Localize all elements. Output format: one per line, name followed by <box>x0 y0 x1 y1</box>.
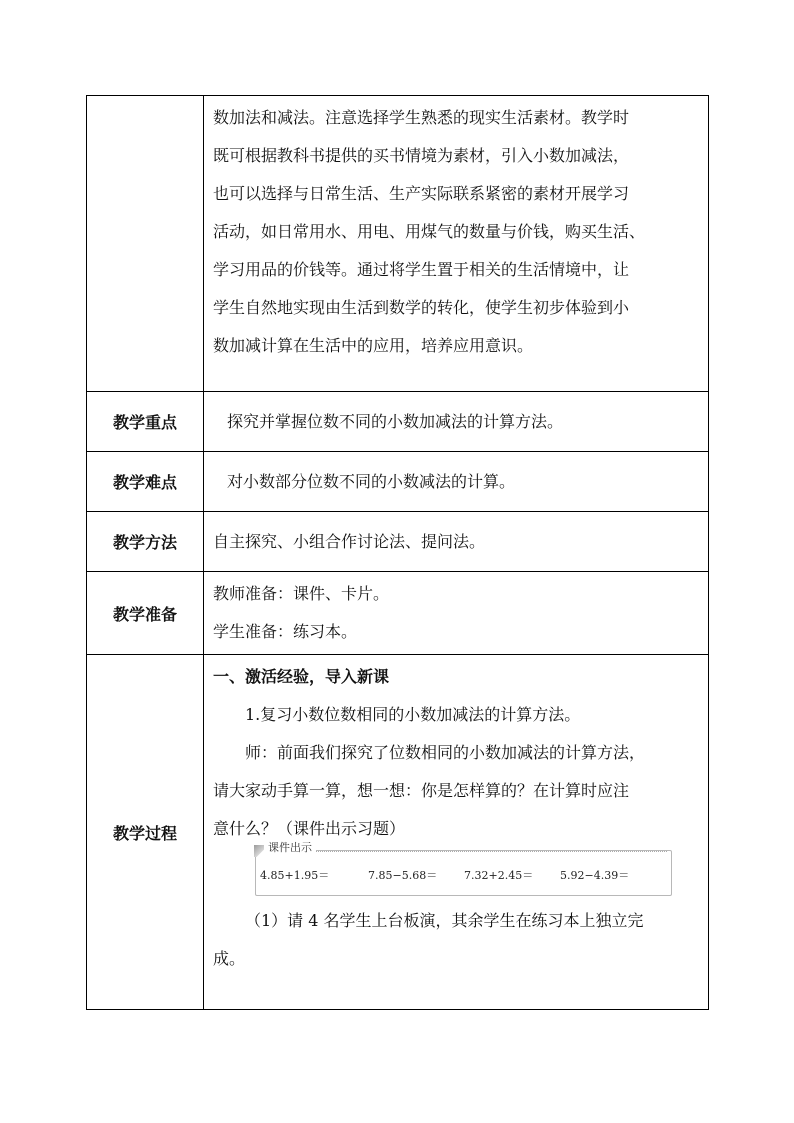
intro-line: 活动，如日常用水、用电、用煤气的数量与价钱，购买生活、 <box>213 222 646 241</box>
intro-line: 学生自然地实现由生活到数学的转化，使学生初步体验到小 <box>213 298 630 317</box>
preparation-row <box>87 572 709 655</box>
intro-content <box>204 96 709 392</box>
intro-line: 既可根据教科书提供的买书情境为素材，引入小数加减法， <box>213 146 630 165</box>
focus-row <box>87 392 709 452</box>
exercise-expression: 7.85−5.68＝ <box>368 869 438 882</box>
step-1: 1.复习小数位数相同的小数加减法的计算方法。 <box>245 705 581 724</box>
sub-step-line: （1）请 4 名学生上台板演，其余学生在练习本上独立完 <box>245 911 644 930</box>
process-content <box>204 655 709 1010</box>
courseware-rule <box>316 851 667 852</box>
method-label: 教学方法 <box>87 512 204 572</box>
process-row <box>87 655 709 1010</box>
courseware-tag: 课件出示 <box>264 841 316 855</box>
focus-label: 教学重点 <box>87 392 204 452</box>
teacher-line: 师：前面我们探究了位数相同的小数加减法的计算方法， <box>245 743 646 762</box>
intro-line: 也可以选择与日常生活、生产实际联系紧密的素材开展学习 <box>213 184 630 203</box>
difficulty-row <box>87 452 709 512</box>
sub-step-line: 成。 <box>213 949 246 968</box>
exercise-expression: 4.85+1.95＝ <box>260 869 330 882</box>
focus-text: 探究并掌握位数不同的小数加减法的计算方法。 <box>227 411 564 431</box>
intro-line: 数加减计算在生活中的应用，培养应用意识。 <box>213 336 534 355</box>
difficulty-text: 对小数部分位数不同的小数减法的计算。 <box>227 471 516 491</box>
exercise-expression: 5.92−4.39＝ <box>560 869 630 882</box>
method-text: 自主探究、小组合作讨论法、提问法。 <box>213 531 486 551</box>
exercise-expression: 7.32+2.45＝ <box>464 869 534 882</box>
process-label: 教学过程 <box>87 655 204 1010</box>
section-heading: 一、激活经验，导入新课 <box>213 667 390 686</box>
teacher-line: 意什么？（课件出示习题） <box>213 819 406 838</box>
intro-label-cell <box>87 96 204 392</box>
intro-row <box>87 96 709 392</box>
teacher-line: 请大家动手算一算，想一想：你是怎样算的？在计算时应注 <box>213 781 630 800</box>
student-preparation: 学生准备：练习本。 <box>213 622 358 641</box>
courseware-box <box>255 841 672 896</box>
teacher-preparation: 教师准备：课件、卡片。 <box>213 584 390 603</box>
intro-line: 数加法和减法。注意选择学生熟悉的现实生活素材。教学时 <box>213 108 630 127</box>
lesson-plan-table <box>86 95 709 1010</box>
difficulty-label: 教学难点 <box>87 452 204 512</box>
preparation-label: 教学准备 <box>87 572 204 655</box>
method-row <box>87 512 709 572</box>
intro-line: 学习用品的价钱等。通过将学生置于相关的生活情境中，让 <box>213 260 630 279</box>
